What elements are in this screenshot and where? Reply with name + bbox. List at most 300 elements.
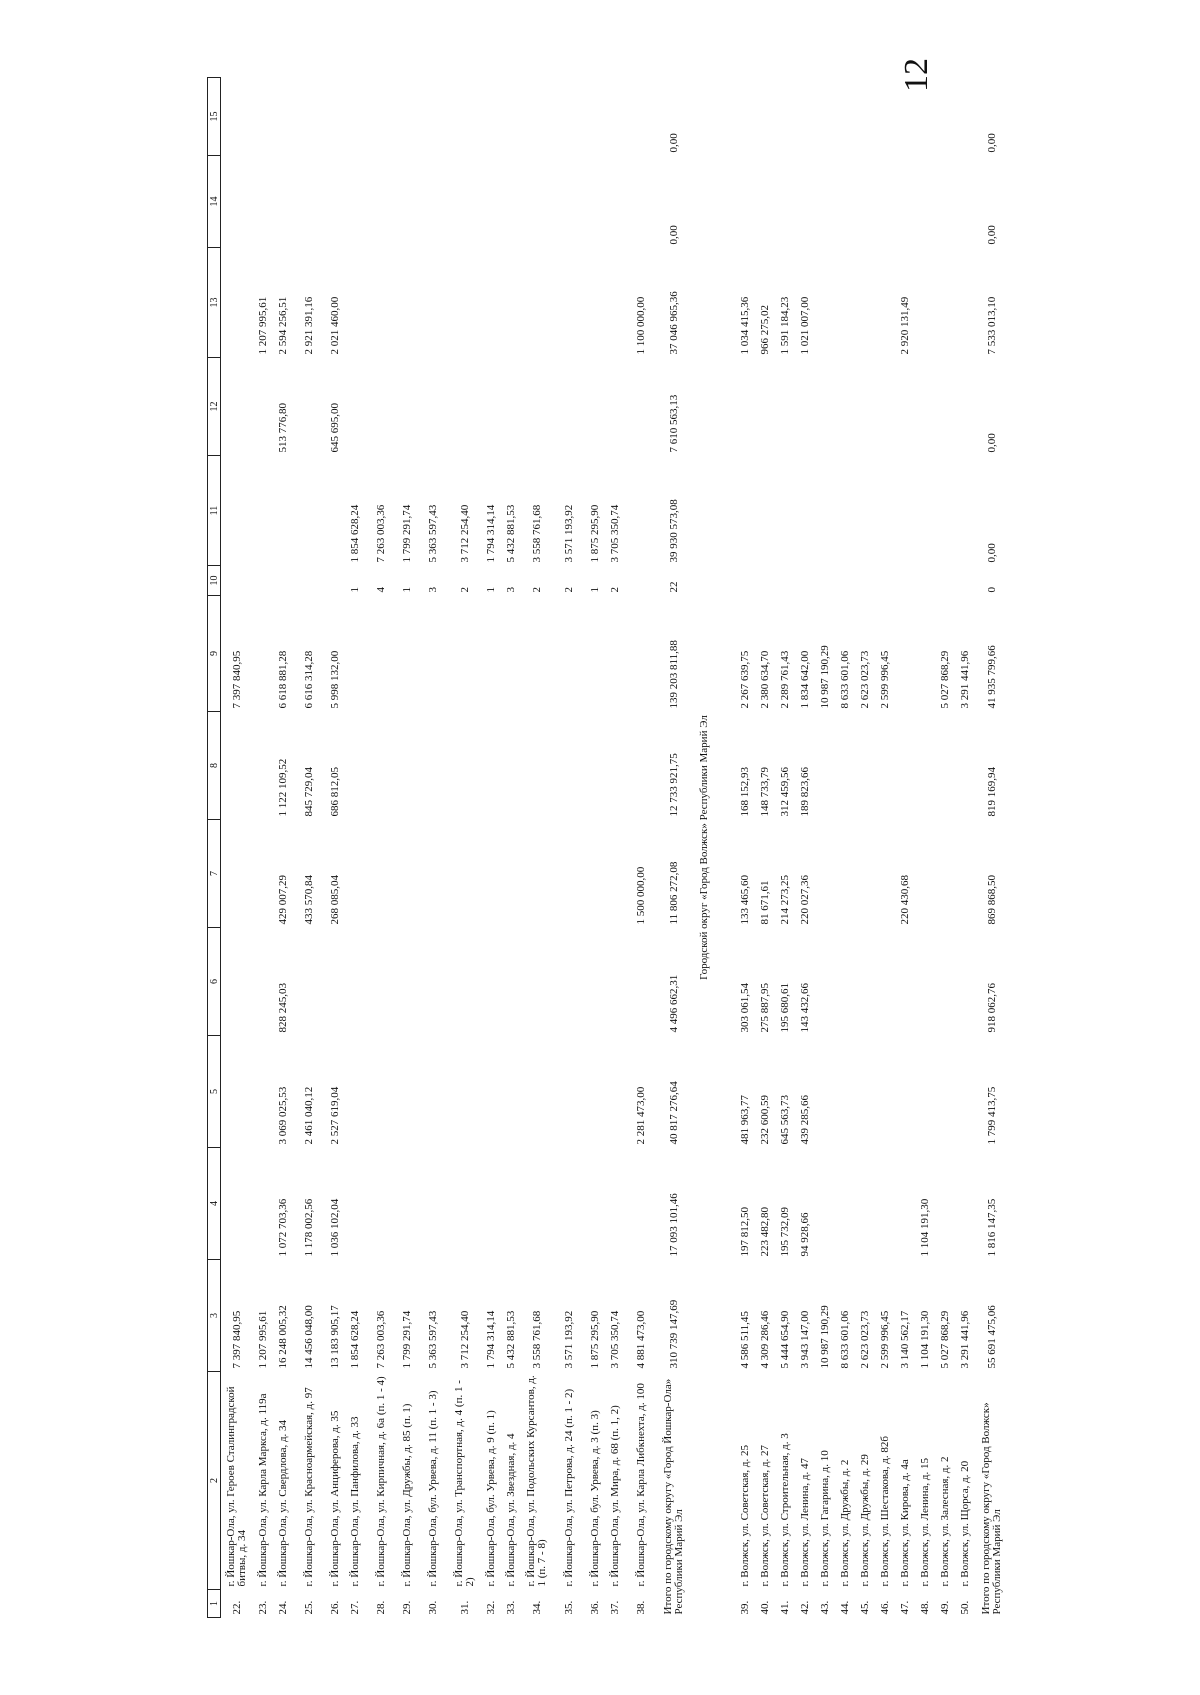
value-cell-7 xyxy=(935,820,955,928)
value-cell-12 xyxy=(835,358,855,456)
value-cell-8 xyxy=(345,712,365,820)
row-number: 36. xyxy=(588,1600,601,1615)
value-cell-3: 3 140 562,17 xyxy=(898,1310,911,1369)
value-cell-5 xyxy=(895,1036,915,1148)
value-cell-13 xyxy=(875,248,895,358)
value-cell-12 xyxy=(955,358,975,456)
table-row xyxy=(501,78,521,1618)
value-cell-8: 189 823,66 xyxy=(798,767,811,817)
value-cell-14 xyxy=(397,156,417,248)
value-cell-14 xyxy=(875,156,895,248)
value-cell-15 xyxy=(325,78,345,156)
value-cell-12 xyxy=(397,358,417,456)
value-cell-8 xyxy=(501,712,521,820)
value-cell-13: 2 021 460,00 xyxy=(328,296,341,355)
value-cell-5: 232 600,59 xyxy=(758,1095,771,1145)
value-cell-9 xyxy=(605,596,625,712)
value-cell-10: 1 xyxy=(400,587,413,593)
row-number: 24. xyxy=(276,1600,289,1615)
total-cell-5: 40 817 276,64 xyxy=(667,1081,680,1145)
total-cell-11: 39 930 573,08 xyxy=(667,499,680,563)
total-cell-3: 310 739 147,69 xyxy=(667,1299,680,1369)
value-cell-14 xyxy=(835,156,855,248)
total-cell-10: 0 xyxy=(985,587,998,593)
value-cell-15 xyxy=(935,78,955,156)
value-cell-11 xyxy=(221,456,254,566)
value-cell-12 xyxy=(585,358,605,456)
value-cell-3: 4 586 511,45 xyxy=(738,1311,751,1369)
value-cell-8 xyxy=(221,712,254,820)
value-cell-14 xyxy=(585,156,605,248)
value-cell-3: 3 705 350,74 xyxy=(608,1310,621,1369)
value-cell-10: 1 xyxy=(348,587,361,593)
address-cell: г. Йошкар-Ола, ул. Карла Либкнехта, д. 100 xyxy=(634,1383,647,1587)
value-cell-4 xyxy=(815,1148,835,1260)
total-cell-8: 819 169,94 xyxy=(985,767,998,817)
value-cell-5: 439 285,66 xyxy=(798,1095,811,1145)
value-cell-11 xyxy=(875,456,895,566)
value-cell-7 xyxy=(481,820,501,928)
value-cell-12: 645 695,00 xyxy=(328,403,341,453)
row-number: 31. xyxy=(458,1600,471,1615)
value-cell-6 xyxy=(585,928,605,1036)
value-cell-8: 845 729,04 xyxy=(302,767,315,817)
total-label: Итого по городскому округу «Город Волжск» Республики Марий Эл xyxy=(980,1402,1003,1615)
address-cell: г. Йошкар-Ола, ул. Звездная, д. 4 xyxy=(504,1433,517,1587)
value-cell-14 xyxy=(955,156,975,248)
row-number: 41. xyxy=(778,1600,791,1615)
table-row xyxy=(625,78,657,1618)
value-cell-3: 3 558 761,68 xyxy=(530,1310,543,1369)
value-cell-4 xyxy=(835,1148,855,1260)
address-cell: г. Йошкар-Ола, ул. Героев Сталинградской битвы, д. 34 xyxy=(225,1386,248,1587)
value-cell-8 xyxy=(815,712,835,820)
address-cell: г. Йошкар-Ола, ул. Мира, д. 68 (п. 1, 2) xyxy=(608,1405,621,1587)
value-cell-10: 2 xyxy=(530,587,543,593)
value-cell-15 xyxy=(521,78,553,156)
address-cell: г. Волжск, ул. Шестакова, д. 82б xyxy=(878,1436,891,1587)
value-cell-4 xyxy=(345,1148,365,1260)
value-cell-15 xyxy=(855,78,875,156)
value-cell-4: 223 482,80 xyxy=(758,1207,771,1257)
value-cell-6: 828 245,03 xyxy=(276,983,289,1033)
value-cell-7 xyxy=(253,820,273,928)
spacer-row xyxy=(717,78,735,1618)
value-cell-10 xyxy=(935,566,955,596)
value-cell-4 xyxy=(253,1148,273,1260)
value-cell-7: 214 273,25 xyxy=(778,875,791,925)
address-cell: г. Йошкар-Ола, ул. Транспортная, д. 4 (п. 1 - 2) xyxy=(453,1380,476,1587)
column-number-row xyxy=(208,78,221,1618)
value-cell-11: 3 558 761,68 xyxy=(530,504,543,563)
value-cell-4: 1 104 191,30 xyxy=(918,1198,931,1257)
row-number: 28. xyxy=(374,1600,387,1615)
value-cell-4 xyxy=(895,1148,915,1260)
total-cell-9: 41 935 799,66 xyxy=(985,645,998,709)
value-cell-10 xyxy=(221,566,254,596)
value-cell-15 xyxy=(417,78,449,156)
value-cell-15 xyxy=(775,78,795,156)
value-cell-9 xyxy=(521,596,553,712)
value-cell-12 xyxy=(345,358,365,456)
value-cell-15 xyxy=(365,78,397,156)
value-cell-7: 429 007,29 xyxy=(276,875,289,925)
value-cell-7 xyxy=(815,820,835,928)
address-cell: г. Волжск, ул. Строительная, д. 3 xyxy=(778,1433,791,1587)
row-number: 44. xyxy=(838,1600,851,1615)
value-cell-4 xyxy=(585,1148,605,1260)
value-cell-11 xyxy=(755,456,775,566)
value-cell-11 xyxy=(325,456,345,566)
value-cell-9 xyxy=(365,596,397,712)
value-cell-14 xyxy=(605,156,625,248)
value-cell-6 xyxy=(815,928,835,1036)
value-cell-7: 220 027,36 xyxy=(798,875,811,925)
address-cell: г. Волжск, ул. Ленина, д. 15 xyxy=(918,1458,931,1587)
value-cell-15 xyxy=(293,78,325,156)
value-cell-4: 195 732,09 xyxy=(778,1207,791,1257)
table-row xyxy=(273,78,293,1618)
value-cell-13: 1 100 000,00 xyxy=(634,296,647,355)
value-cell-3: 5 363 597,43 xyxy=(426,1310,439,1369)
address-cell: г. Йошкар-Ола, ул. Свердлова, д. 34 xyxy=(276,1419,289,1587)
value-cell-4 xyxy=(449,1148,481,1260)
table-row xyxy=(521,78,553,1618)
table-row xyxy=(935,78,955,1618)
value-cell-3: 1 207 995,61 xyxy=(256,1310,269,1369)
value-cell-5 xyxy=(449,1036,481,1148)
value-cell-8 xyxy=(585,712,605,820)
value-cell-10 xyxy=(795,566,815,596)
value-cell-8 xyxy=(895,712,915,820)
row-number: 42. xyxy=(798,1600,811,1615)
table-row xyxy=(775,78,795,1618)
value-cell-11 xyxy=(625,456,657,566)
value-cell-6 xyxy=(397,928,417,1036)
value-cell-9: 5 998 132,00 xyxy=(328,650,341,709)
rotated-page-content xyxy=(207,78,1007,1618)
value-cell-10 xyxy=(815,566,835,596)
value-cell-9 xyxy=(895,596,915,712)
column-number-13: 13 xyxy=(208,248,221,358)
value-cell-5 xyxy=(553,1036,585,1148)
value-cell-13 xyxy=(855,248,875,358)
row-number: 26. xyxy=(328,1600,341,1615)
value-cell-10 xyxy=(625,566,657,596)
value-cell-9: 7 397 840,95 xyxy=(230,650,243,709)
value-cell-3: 10 987 190,29 xyxy=(818,1305,831,1369)
value-cell-14 xyxy=(521,156,553,248)
value-cell-15 xyxy=(625,78,657,156)
value-cell-3: 2 623 023,73 xyxy=(858,1310,871,1369)
value-cell-12 xyxy=(935,358,955,456)
value-cell-10 xyxy=(835,566,855,596)
value-cell-12 xyxy=(293,358,325,456)
address-cell: г. Йошкар-Ола, ул. Анциферова, д. 35 xyxy=(328,1410,341,1587)
value-cell-11 xyxy=(855,456,875,566)
value-cell-10 xyxy=(735,566,755,596)
value-cell-3: 16 248 005,32 xyxy=(276,1305,289,1369)
value-cell-5 xyxy=(585,1036,605,1148)
value-cell-15 xyxy=(755,78,775,156)
address-cell: г. Волжск, ул. Щорса, д. 20 xyxy=(958,1460,971,1587)
section-row xyxy=(691,78,717,1618)
value-cell-8: 148 733,79 xyxy=(758,767,771,817)
address-cell: г. Волжск, ул. Залесная, д. 2 xyxy=(938,1456,951,1587)
column-number-2: 2 xyxy=(208,1372,221,1590)
value-cell-13 xyxy=(345,248,365,358)
value-cell-4: 197 812,50 xyxy=(738,1207,751,1257)
value-cell-3: 3 712 254,40 xyxy=(458,1310,471,1369)
value-cell-10: 4 xyxy=(374,587,387,593)
spacer-cell xyxy=(717,78,735,1618)
value-cell-11 xyxy=(815,456,835,566)
value-cell-8 xyxy=(521,712,553,820)
value-cell-5 xyxy=(345,1036,365,1148)
value-cell-8 xyxy=(449,712,481,820)
address-cell: г. Волжск, ул. Дружбы, д. 2 xyxy=(838,1459,851,1587)
value-cell-7 xyxy=(397,820,417,928)
value-cell-7 xyxy=(605,820,625,928)
table-row xyxy=(915,78,935,1618)
value-cell-6: 275 887,95 xyxy=(758,983,771,1033)
value-cell-6: 303 061,54 xyxy=(738,983,751,1033)
value-cell-10 xyxy=(955,566,975,596)
column-number-11: 11 xyxy=(208,456,221,566)
value-cell-15 xyxy=(835,78,855,156)
value-cell-3: 3 291 441,96 xyxy=(958,1310,971,1369)
value-cell-12 xyxy=(605,358,625,456)
value-cell-9: 2 599 996,45 xyxy=(878,650,891,709)
value-cell-13 xyxy=(835,248,855,358)
value-cell-3: 14 456 048,00 xyxy=(302,1305,315,1369)
value-cell-4: 1 072 703,36 xyxy=(276,1198,289,1257)
value-cell-8 xyxy=(253,712,273,820)
total-cell-3: 55 691 475,06 xyxy=(985,1305,998,1369)
table-row xyxy=(755,78,775,1618)
total-cell-6: 918 062,76 xyxy=(985,983,998,1033)
value-cell-6 xyxy=(625,928,657,1036)
value-cell-5 xyxy=(481,1036,501,1148)
value-cell-8 xyxy=(365,712,397,820)
value-cell-13: 2 594 256,51 xyxy=(276,296,289,355)
value-cell-4 xyxy=(365,1148,397,1260)
address-cell: г. Йошкар-Ола, бул. Урвева, д. 3 (п. 3) xyxy=(588,1410,601,1587)
address-cell: г. Йошкар-Ола, бул. Урвева, д. 11 (п. 1 - 3) xyxy=(426,1390,439,1587)
value-cell-7 xyxy=(345,820,365,928)
value-cell-5 xyxy=(605,1036,625,1148)
value-cell-3: 7 397 840,95 xyxy=(230,1310,243,1369)
value-cell-10 xyxy=(915,566,935,596)
value-cell-3: 1 854 628,24 xyxy=(348,1310,361,1369)
value-cell-9: 2 289 761,43 xyxy=(778,650,791,709)
total-cell-10: 22 xyxy=(667,581,680,593)
value-cell-3: 2 599 996,45 xyxy=(878,1310,891,1369)
value-cell-6 xyxy=(325,928,345,1036)
value-cell-8 xyxy=(935,712,955,820)
value-cell-10 xyxy=(855,566,875,596)
value-cell-3: 1 794 314,14 xyxy=(484,1310,497,1369)
row-number: 37. xyxy=(608,1600,621,1615)
value-cell-5 xyxy=(915,1036,935,1148)
column-number-4: 4 xyxy=(208,1148,221,1260)
value-cell-5 xyxy=(417,1036,449,1148)
value-cell-13: 2 921 391,16 xyxy=(302,296,315,355)
value-cell-9 xyxy=(625,596,657,712)
value-cell-10 xyxy=(875,566,895,596)
value-cell-13 xyxy=(365,248,397,358)
value-cell-7: 133 465,60 xyxy=(738,875,751,925)
row-number: 32. xyxy=(484,1600,497,1615)
value-cell-3: 5 432 881,53 xyxy=(504,1310,517,1369)
table-row xyxy=(605,78,625,1618)
value-cell-10: 3 xyxy=(426,587,439,593)
value-cell-11 xyxy=(935,456,955,566)
value-cell-12 xyxy=(855,358,875,456)
value-cell-10: 1 xyxy=(484,587,497,593)
table-row xyxy=(365,78,397,1618)
value-cell-5 xyxy=(221,1036,254,1148)
value-cell-5: 481 963,77 xyxy=(738,1095,751,1145)
value-cell-15 xyxy=(895,78,915,156)
row-number: 29. xyxy=(400,1600,413,1615)
value-cell-3: 5 027 868,29 xyxy=(938,1310,951,1369)
value-cell-14 xyxy=(417,156,449,248)
value-cell-13: 1 021 007,00 xyxy=(798,296,811,355)
value-cell-10: 2 xyxy=(458,587,471,593)
value-cell-15 xyxy=(605,78,625,156)
value-cell-6: 143 432,66 xyxy=(798,983,811,1033)
value-cell-9: 1 834 642,00 xyxy=(798,650,811,709)
value-cell-7 xyxy=(521,820,553,928)
value-cell-14 xyxy=(755,156,775,248)
table-row xyxy=(585,78,605,1618)
value-cell-13 xyxy=(605,248,625,358)
value-cell-13 xyxy=(501,248,521,358)
column-number-5: 5 xyxy=(208,1036,221,1148)
value-cell-8 xyxy=(955,712,975,820)
table-body xyxy=(221,78,1010,1618)
value-cell-14 xyxy=(345,156,365,248)
value-cell-15 xyxy=(221,78,254,156)
table-row xyxy=(955,78,975,1618)
value-cell-13 xyxy=(221,248,254,358)
table-row xyxy=(397,78,417,1618)
address-cell: г. Йошкар-Ола, ул. Панфилова, д. 33 xyxy=(348,1416,361,1587)
address-cell: г. Волжск, ул. Дружбы, д. 29 xyxy=(858,1454,871,1587)
value-cell-5: 3 069 025,53 xyxy=(276,1086,289,1145)
value-cell-4 xyxy=(397,1148,417,1260)
row-number: 38. xyxy=(634,1600,647,1615)
value-cell-11 xyxy=(835,456,855,566)
address-cell: г. Йошкар-Ола, ул. Карла Маркса, д. 119а xyxy=(256,1393,269,1587)
value-cell-6 xyxy=(481,928,501,1036)
column-number-14: 14 xyxy=(208,156,221,248)
value-cell-11 xyxy=(273,456,293,566)
value-cell-9: 8 633 601,06 xyxy=(838,650,851,709)
value-cell-11: 1 794 314,14 xyxy=(484,504,497,563)
value-cell-8 xyxy=(875,712,895,820)
value-cell-13 xyxy=(955,248,975,358)
value-cell-5: 2 461 040,12 xyxy=(302,1086,315,1145)
total-cell-6: 4 496 662,31 xyxy=(667,974,680,1033)
value-cell-7 xyxy=(221,820,254,928)
value-cell-9 xyxy=(481,596,501,712)
value-cell-15 xyxy=(273,78,293,156)
value-cell-9: 2 623 023,73 xyxy=(858,650,871,709)
value-cell-12 xyxy=(365,358,397,456)
value-cell-12 xyxy=(253,358,273,456)
value-cell-4: 94 928,66 xyxy=(798,1212,811,1257)
value-cell-14 xyxy=(481,156,501,248)
value-cell-8 xyxy=(605,712,625,820)
value-cell-10: 2 xyxy=(562,587,575,593)
value-cell-4 xyxy=(553,1148,585,1260)
value-cell-6 xyxy=(553,928,585,1036)
value-cell-11: 5 432 881,53 xyxy=(504,504,517,563)
value-cell-9: 2 267 639,75 xyxy=(738,650,751,709)
value-cell-9 xyxy=(553,596,585,712)
table-row xyxy=(253,78,273,1618)
total-cell-4: 1 816 147,35 xyxy=(985,1198,998,1257)
value-cell-14 xyxy=(501,156,521,248)
value-cell-6 xyxy=(855,928,875,1036)
value-cell-12 xyxy=(417,358,449,456)
value-cell-5 xyxy=(521,1036,553,1148)
table-row xyxy=(895,78,915,1618)
value-cell-7 xyxy=(835,820,855,928)
value-cell-15 xyxy=(253,78,273,156)
table-row xyxy=(735,78,755,1618)
row-number: 22. xyxy=(230,1600,243,1615)
value-cell-10: 3 xyxy=(504,587,517,593)
value-cell-7 xyxy=(915,820,935,928)
value-cell-11: 3 712 254,40 xyxy=(458,504,471,563)
value-cell-3: 8 633 601,06 xyxy=(838,1310,851,1369)
page-number: 12 xyxy=(898,58,935,92)
value-cell-11 xyxy=(795,456,815,566)
value-cell-7 xyxy=(875,820,895,928)
value-cell-12 xyxy=(875,358,895,456)
value-cell-14 xyxy=(273,156,293,248)
value-cell-13 xyxy=(815,248,835,358)
value-cell-11: 1 875 295,90 xyxy=(588,504,601,563)
value-cell-6 xyxy=(293,928,325,1036)
total-cell-9: 139 203 811,88 xyxy=(667,640,680,709)
column-number-10: 10 xyxy=(208,566,221,596)
value-cell-5 xyxy=(835,1036,855,1148)
value-cell-4 xyxy=(605,1148,625,1260)
value-cell-13: 1 034 415,36 xyxy=(738,296,751,355)
row-number: 49. xyxy=(938,1600,951,1615)
total-cell-5: 1 799 413,75 xyxy=(985,1086,998,1145)
value-cell-9: 3 291 441,96 xyxy=(958,650,971,709)
value-cell-6 xyxy=(417,928,449,1036)
row-number: 45. xyxy=(858,1600,871,1615)
row-number: 35. xyxy=(562,1600,575,1615)
value-cell-3: 4 881 473,00 xyxy=(634,1310,647,1369)
row-number: 48. xyxy=(918,1600,931,1615)
value-cell-6 xyxy=(915,928,935,1036)
row-number: 30. xyxy=(426,1600,439,1615)
value-cell-9: 10 987 190,29 xyxy=(818,645,831,709)
row-number: 40. xyxy=(758,1600,771,1615)
value-cell-12 xyxy=(501,358,521,456)
row-number: 33. xyxy=(504,1600,517,1615)
value-cell-8: 168 152,93 xyxy=(738,767,751,817)
value-cell-15 xyxy=(345,78,365,156)
value-cell-4 xyxy=(521,1148,553,1260)
